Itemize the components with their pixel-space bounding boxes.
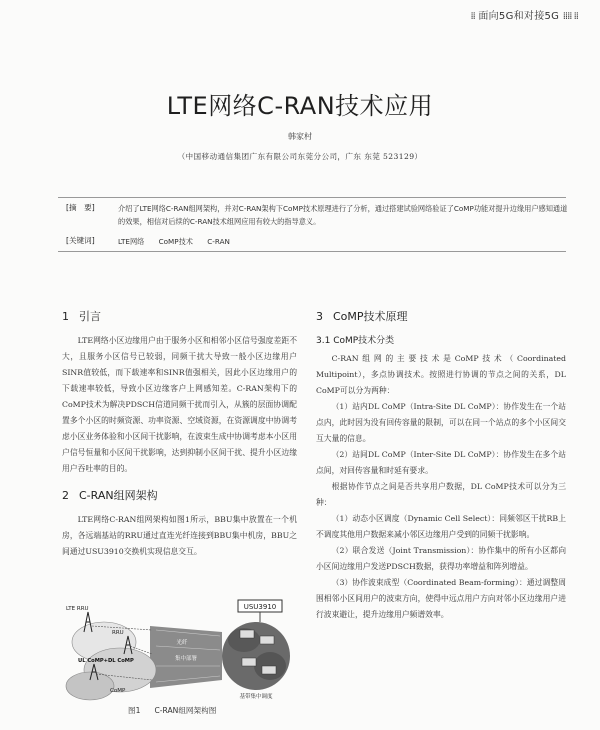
keyword-item: LTE网络 <box>118 237 145 246</box>
section3-1-num: 3.1 <box>316 336 331 346</box>
header-bars-right: ⁞⁞⁞⁞ ⁞⁞ <box>562 11 578 22</box>
section3-title: CoMP技术原理 <box>333 310 408 323</box>
section3-para: （1）站内DL CoMP（Intra-Site DL CoMP）：协作发生在一个站点内，此时因为没有回传容量的限制，可以在同一个站点的多个小区间交互大量的信息。 <box>316 402 566 443</box>
figure-caption <box>128 705 230 716</box>
abstract-label: [摘 要] <box>66 203 95 212</box>
section2-title: C-RAN组网架构 <box>79 489 158 502</box>
running-header <box>470 7 578 22</box>
bottom-rule <box>58 251 566 252</box>
cell-area <box>66 672 114 700</box>
affiliation: （中国移动通信集团广东有限公司东莞分公司，广东 东莞 523129） <box>177 152 423 161</box>
section2-para: LTE网络C-RAN组网架构如图1所示，BBU集中放置在一个机房，各远端基站的RRU通过直连光纤连接到BBU集中机房，BBU之间通过USU3910交换机实现信息交互。 <box>62 515 297 556</box>
keywords-label: [关键词] <box>66 236 95 245</box>
bbu-pool-label: 基带集中调度 <box>239 694 273 700</box>
c-ran-architecture-figure <box>64 596 296 704</box>
section1-title: 引言 <box>79 310 101 323</box>
section3-para: C-RAN组网的主要技术是CoMP技术（Coordinated Multipoint），多点协调技术。按照进行协调的节点之间的关系，DL CoMP可以分为两种： <box>316 354 566 395</box>
section3-para: （2）联合发送（Joint Transmission）：协作集中的所有小区都向小区间边缘用户发送PDSCH数据，获得功率增益和阵列增益。 <box>316 546 566 571</box>
section3-para: 根据协作节点之间是否共享用户数据，DL CoMP技术可以分为三种： <box>316 482 566 507</box>
section2-num: 2 <box>62 489 69 502</box>
section3-num: 3 <box>316 310 323 323</box>
abstract-text: 介绍了LTE网络C-RAN组网架构，并对C-RAN架构下CoMP技术原理进行了分析，通过搭建试验网络验证了CoMP功能对提升边缘用户感知通道的效果，相信对后续的C-RAN技术组网应用有较大的指导意义。 <box>118 204 568 226</box>
figure-caption-num: 图1 <box>128 706 141 715</box>
section2-heading <box>62 487 297 505</box>
usu3910-label: USU3910 <box>243 603 277 611</box>
paper-title: LTE网络C-RAN技术应用 <box>166 92 434 120</box>
fiber-label: 光纤 <box>176 640 188 646</box>
header-bars-left: ⁞⁞ <box>470 11 475 22</box>
ul-comp-label: UL CoMP+DL CoMP <box>78 658 134 664</box>
section3-1-heading <box>316 333 566 349</box>
section3-1-title: CoMP技术分类 <box>333 336 395 346</box>
keywords <box>118 235 568 248</box>
section1-para: LTE网络小区边缘用户由于服务小区和相邻小区信号强度差距不大，且服务小区信号已较弱，同频干扰大导致一般小区边缘用户SINR值较低，而下载速率和SINR值强相关，因此小区边缘用户的下载速率较低，导致小区边缘客户上网感知差。C-RAN架构下的CoMP技术为解决PDSCH信道同频干扰而引入，从簇的层面协调配置多个小区的时频资源、功率资源、空域资源，在资源调度中协调考虑小区业务体验和小区间干扰影响，在波束生成中协调考虑本小区用户信号恒量和小区间干扰影响，达到抑制小区间干扰、提升小区边缘用户吞吐率的目的。 <box>62 336 297 473</box>
figure-caption-text: C-RAN组网架构图 <box>154 706 217 715</box>
center-label: 集中部署 <box>174 656 198 662</box>
section3-para: （3）协作波束成型（Coordinated Beam-forming）：通过调整周围相邻小区间用户的波束方向，使得中远点用户方向对邻小区边缘用户进行波束避让，提升边缘用户频谱效率。 <box>316 578 566 619</box>
dl-comp-label: CoMP <box>110 688 126 694</box>
section3-para: （2）站间DL CoMP（Inter-Site DL CoMP）：协作发生在多个站点间，对回传容量和时延有要求。 <box>316 450 566 475</box>
section1-num: 1 <box>62 310 69 323</box>
right-column <box>316 308 566 623</box>
rru-label: RRU <box>112 630 124 636</box>
left-column <box>62 308 297 560</box>
keyword-item: C-RAN <box>207 237 230 246</box>
keyword-item: CoMP技术 <box>158 237 193 246</box>
section1-heading <box>62 308 297 326</box>
author: 韩家村 <box>288 132 312 141</box>
section3-heading <box>316 308 566 326</box>
lte-rru-label: LTE RRU <box>66 606 89 612</box>
section3-para: （1）动态小区调度（Dynamic Cell Select）：同频邻区干扰RB上不调度其他用户数据来减小邻区边缘用户受到的同频干扰影响。 <box>316 514 566 539</box>
top-rule <box>58 197 566 198</box>
header-text: 面向5G和对接5G <box>478 11 560 22</box>
